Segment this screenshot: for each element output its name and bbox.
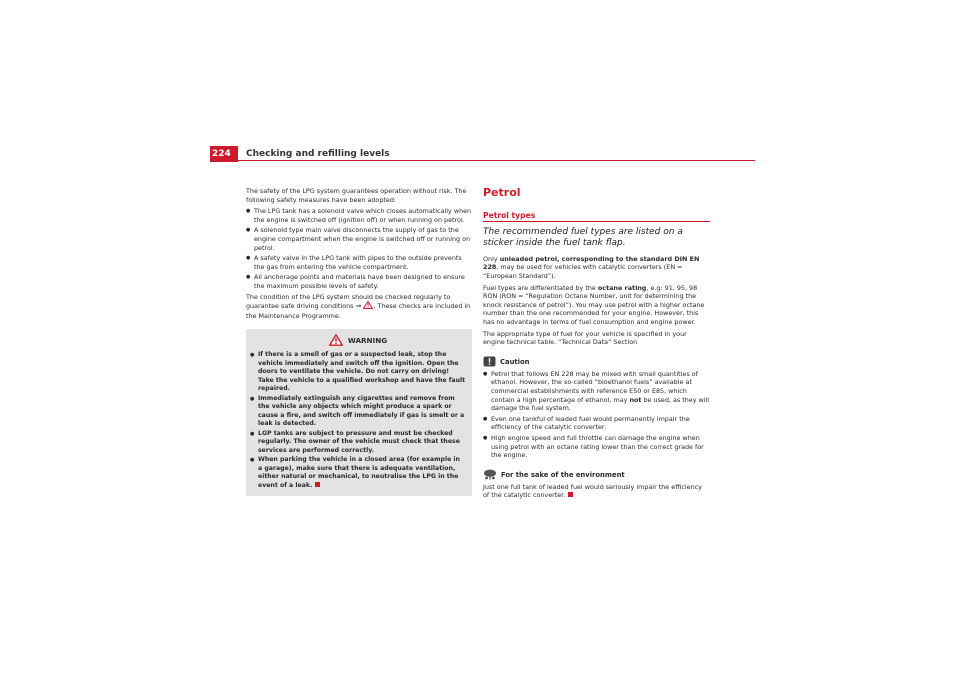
text: Petrol that follows EN 228 may be mixed with small quantities of ethanol. However, the so-called “bioethanol fuels” available at commercial establishments with reference E50 or E85, which contain a high percentage of ethanol, may — [491, 369, 698, 404]
octane-paragraph — [483, 284, 710, 327]
warning-box — [246, 329, 472, 496]
warning-title: WARNING — [347, 336, 388, 346]
end-of-section-marker — [568, 492, 573, 497]
environment-title: For the sake of the environment — [501, 470, 625, 479]
list-item: ● A solenoid type main valve disconnects the supply of gas to the engine compartment when the engine is switched off or running on petrol. — [246, 226, 472, 252]
subsection-title: Petrol types — [483, 211, 536, 220]
list-item: ● The LPG tank has a solenoid valve which closes automatically when the engine is switched off (ignition off) or when running on petrol. — [246, 207, 472, 224]
running-title: Checking and refilling levels — [246, 149, 390, 159]
fuel-spec-paragraph: The appropriate type of fuel for your vehicle is specified in your engine technical table. “Technical Data” Section — [483, 329, 687, 347]
emphasis: not — [629, 395, 642, 404]
text: Fuel types are differentiated by the — [483, 283, 596, 292]
list-item: ● All anchorage points and materials have been designed to ensure the maximum possible levels of safety. — [246, 273, 472, 290]
caution-item: ● High engine speed and full throttle can damage the engine when using petrol with an octane rating lower than the correct grade for the engine. — [483, 434, 710, 460]
warning-triangle-icon — [363, 301, 373, 312]
lpg-check-text-end: . These checks are included in the Maintenance Programme. — [246, 302, 471, 320]
text: Only — [483, 254, 498, 263]
subsection-intro: The recommended fuel types are listed on a sticker inside the fuel tank flap. — [483, 227, 683, 249]
caution-icon — [483, 356, 496, 367]
caution-item — [483, 370, 710, 413]
environment-header — [483, 469, 710, 480]
list-item: ● A safety valve in the LPG tank with pipes to the outside prevents the gas from entering the vehicle compartment. — [246, 254, 472, 271]
text: Just one full tank of leaded fuel would seriously impair the efficiency of the catalytic converter. — [483, 482, 702, 500]
text: be used, as they will damage the fuel system. — [491, 395, 710, 413]
warning-header — [250, 334, 466, 346]
text: , may be used for vehicles with catalytic converters (EN = “European Standard”). — [483, 263, 683, 280]
caution-title: Caution — [500, 357, 530, 366]
emphasis: unleaded petrol, corresponding to the standard DIN EN 228 — [483, 254, 700, 272]
subsection-rule — [483, 221, 710, 222]
warning-item: ● Immediately extinguish any cigarettes and remove from the vehicle any objects which might produce a spark or cause a fire, and switch off immediately if gas is smelt or a leak is detected. — [250, 395, 466, 429]
unleaded-paragraph — [483, 255, 710, 281]
emphasis: octane rating — [597, 283, 647, 292]
caution-header — [483, 356, 710, 367]
caution-item: ● Even one tankful of leaded fuel would permanently impair the efficiency of the catalytic converter. — [483, 415, 710, 432]
environment-icon — [483, 469, 497, 480]
left-column — [246, 187, 472, 496]
warning-item: ● LGP tanks are subject to pressure and must be checked regularly. The owner of the vehicle must check that these services are performed correctly. — [250, 430, 466, 456]
end-of-section-marker — [315, 482, 320, 487]
warning-item-text: When parking the vehicle in a closed area (for example in a garage), make sure that there is adequate ventilation, either natural or mechanical, to neutralise the LPG in the event of a leak. — [258, 456, 460, 489]
lpg-check-paragraph — [246, 293, 472, 321]
page-number: 224 — [212, 149, 231, 159]
lpg-check-text: The condition of the LPG system should be checked regularly to guarantee safe driving conditions — [246, 292, 451, 311]
right-column — [483, 187, 710, 503]
warning-item — [250, 456, 466, 490]
section-title: Petrol — [483, 186, 521, 199]
warning-triangle-icon — [329, 334, 343, 346]
cross-reference-arrow[interactable]: ⇒ — [355, 302, 362, 311]
lpg-safety-intro: The safety of the LPG system guarantees operation without risk. The following safety measures have been adopted: — [246, 187, 467, 204]
environment-paragraph — [483, 483, 710, 500]
text: , e.g: 91, 95, 98 RON (RON = “Regulation Octane Number, unit for determining the knock resistance of petrol”). You may use petrol with a higher octane number than the one recommended for your engine. However, this has no advantage in terms of fuel consumption and engine power. — [483, 283, 705, 326]
warning-item: ● If there is a smell of gas or a suspected leak, stop the vehicle immediately and switch off the ignition. Open the doors to ventilate the vehicle. Do not carry on driving! Take the vehicle to a qualified workshop and have the fault repaired. — [250, 351, 466, 394]
header-rule — [238, 160, 755, 161]
